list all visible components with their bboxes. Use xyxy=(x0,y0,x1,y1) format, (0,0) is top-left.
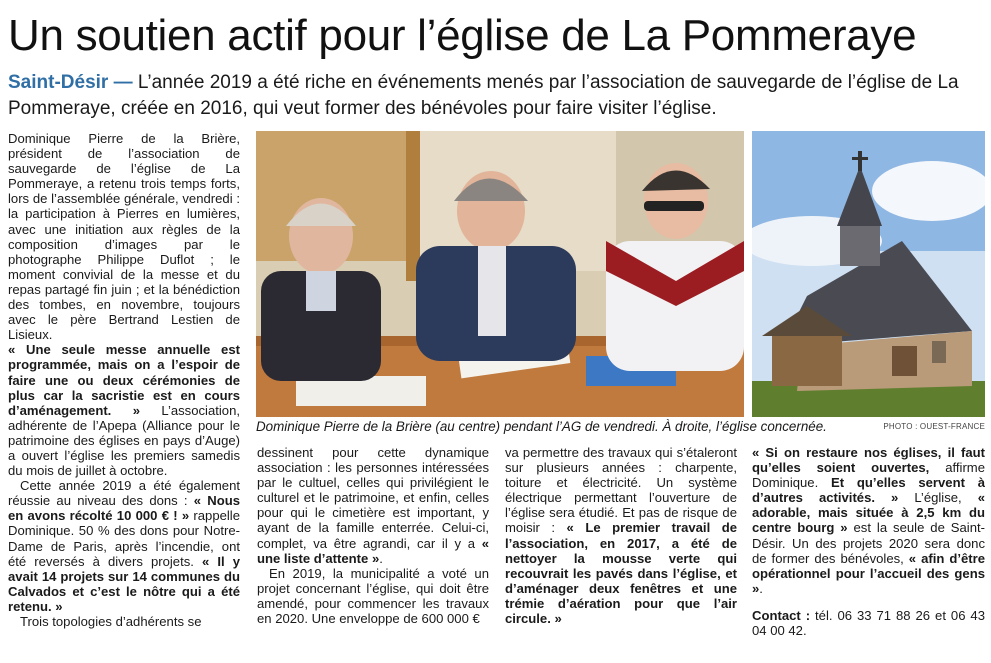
quote-adorable: « adorable, mais située à 2,5 km du centre bourg » xyxy=(752,490,985,536)
quote-dons: « Nous en avons récolté 10 000 € ! » xyxy=(8,493,240,524)
paragraph-4 xyxy=(257,445,489,566)
paragraph-6-b: L’église, xyxy=(898,490,978,506)
paragraph-3-b: rappelle Dominique. 50 % des dons pour Notre-Dame de Paris, après l’incendie, ont été reversés à divers projets. xyxy=(8,508,240,569)
column-1 xyxy=(8,131,240,634)
contact-label: Contact : xyxy=(752,607,811,623)
paragraph-4-b: . xyxy=(379,550,383,566)
quote-messe: « Une seule messe annuelle est programmée, mais on a l’espoir de faire une ou deux cérémonies de plus car la sacristie est en cours d’aménagement. » xyxy=(8,342,240,418)
paragraph-5 xyxy=(505,445,737,626)
lede xyxy=(8,70,983,122)
paragraph-5 xyxy=(257,566,489,626)
paragraph-5-text: va permettre des travaux qui s’étaleront sur plusieurs années : charpente, toiture et électricité. Un système électrique permettant l’ouverture de l’église sera étudié. Et pas de risque de moisir : xyxy=(505,445,737,536)
dateline: Saint-Désir — xyxy=(8,72,133,93)
paragraph-3-a: Cette année 2019 a été également réussie au niveau des dons : xyxy=(8,478,240,509)
paragraph-5-text: En 2019, la municipalité a voté un projet concernant l’église, qui doit être amendé, pour commencer les travaux en 2020. Une enveloppe de 600 000 € xyxy=(257,565,489,627)
paragraph-6 xyxy=(752,445,985,596)
paragraph-4-a: dessinent pour cette dynamique association : les personnes intéressées par le cultuel, celles qui privilégient le culturel et le patrimoine, et enfin, celles pour qui le cimetière est important, y ayant de la famille enterrée. Celui-ci, complet, va être agrandi, car il y a xyxy=(257,445,489,551)
paragraph-2-text: L’association, adhérente de l’Apepa (Alliance pour le patrimoine des églises en pays d’Auge) a ouvert l’église les premiers samedis du mois de juillet à octobre. xyxy=(8,402,240,479)
paragraph-6-a: affirme Dominique. xyxy=(752,460,985,491)
paragraph-1: Dominique Pierre de la Brière, président de l’association de sauvegarde de l’église de La Pommeraye, a retenu trois temps forts, lors de l’assemblée générale, vendredi : la participation à Pierres en lumières, avec une initiation aux règles de la composition d’images par le photographe Philippe Duflot ; le moment convivial de la messe et du repas partagé fin juin ; et la bénédiction des tombes, en novembre, toujours avec le père Bertrand Lestien de Lisieux. xyxy=(8,131,240,343)
quote-activites: Et qu’elles servent à d’autres activités. » xyxy=(752,475,985,506)
lede-text: L’année 2019 a été riche en événements menés par l’association de sauvegarde de l’église de La Pommeraye, créée en 2016, qui veut former des bénévoles pour faire visiter l’église. xyxy=(8,72,959,119)
paragraph-4 xyxy=(8,614,240,629)
paragraph-3 xyxy=(8,478,240,614)
paragraph-2 xyxy=(8,342,240,478)
contact xyxy=(752,608,985,635)
photo-caption: Dominique Pierre de la Brière (au centre) pendant l’AG de vendredi. À droite, l’église concernée. xyxy=(256,419,827,434)
quote-liste: « une liste d’attente » xyxy=(257,535,489,566)
column-2 xyxy=(257,445,489,635)
quote-accueil: « afin d’être opérationnel pour l’accueil des gens » xyxy=(752,550,985,596)
column-4 xyxy=(752,445,985,635)
paragraph-4-a: Trois topologies d’adhérents se xyxy=(20,614,202,629)
meeting-photo xyxy=(256,131,744,417)
quote-travail: « Le premier travail de l’association, en 2017, a été de nettoyer la mousse verte qui recouvrait les pavés dans l’église, et d’aménager deux fenêtres et une trémie d’aération pour que l’air circule. » xyxy=(505,520,737,627)
paragraph-6-c: est la seule de Saint-Désir. Un des projets 2020 sera donc de former des bénévoles, xyxy=(752,520,985,566)
column-3 xyxy=(505,445,737,635)
headline: Un soutien actif pour l’église de La Pommeraye xyxy=(8,11,917,60)
contact-text: tél. 06 33 71 88 26 et 06 43 04 00 42. xyxy=(752,607,985,635)
paragraph-6-d: . xyxy=(759,580,763,596)
quote-restaure: « Si on restaure nos églises, il faut qu’elles soient ouvertes, xyxy=(752,445,985,476)
church-photo xyxy=(752,131,985,417)
photo-credit: PHOTO : OUEST-FRANCE xyxy=(883,422,985,431)
quote-projets: « Il y avait 14 projets sur 14 communes du Calvados et c’est le nôtre qui a été retenu. » xyxy=(8,553,240,614)
